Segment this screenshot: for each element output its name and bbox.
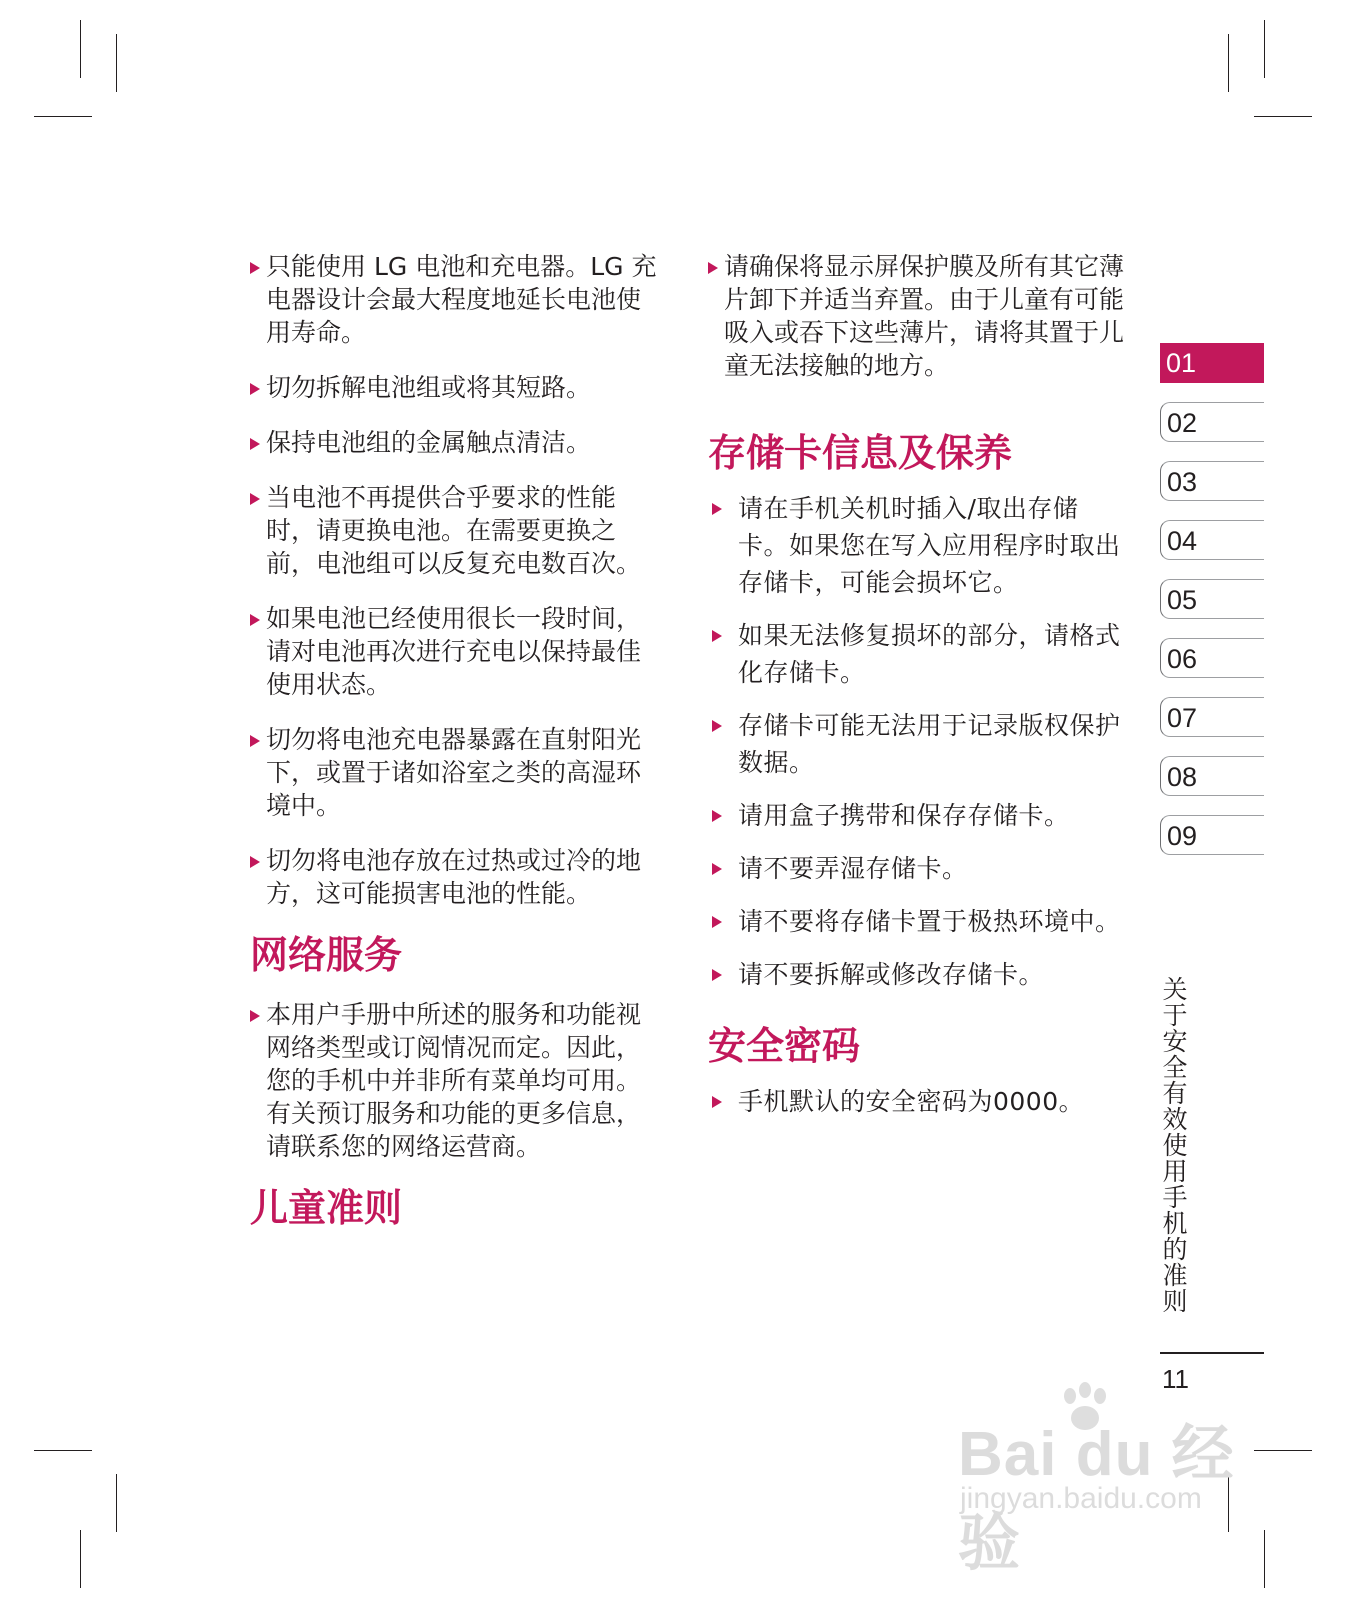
crop-mark <box>80 20 81 78</box>
memory-card-bullet <box>708 903 1128 940</box>
bullet-arrow-icon <box>250 262 260 274</box>
chapter-tab-07[interactable]: 07 <box>1160 697 1264 737</box>
battery-bullet <box>250 723 660 822</box>
crop-mark <box>1228 34 1229 92</box>
memory-card-heading: 存储卡信息及保养 <box>708 431 1013 475</box>
bullet-text: 请在手机关机时插入/取出存储卡。如果您在写入应用程序时取出存储卡，可能会损坏它。 <box>738 494 1121 597</box>
memory-card-bullet <box>708 956 1128 993</box>
memory-card-bullet <box>708 797 1128 834</box>
security-code-heading: 安全密码 <box>708 1024 861 1068</box>
battery-bullet <box>250 371 660 404</box>
bullet-text: 请用盒子携带和保存存储卡。 <box>738 801 1070 830</box>
bullet-text: 手机默认的安全密码为0000。 <box>738 1087 1085 1116</box>
chapter-tabs <box>1160 343 1264 874</box>
network-bullet <box>250 998 660 1163</box>
bullet-text: 请不要拆解或修改存储卡。 <box>738 960 1045 989</box>
bullet-arrow-icon <box>708 262 718 274</box>
crop-mark <box>1254 1450 1312 1451</box>
memory-card-bullet <box>708 707 1128 781</box>
security-code-bullet <box>708 1083 1128 1120</box>
crop-mark <box>34 1450 92 1451</box>
chapter-tab-04[interactable]: 04 <box>1160 520 1264 560</box>
chapter-tab-01[interactable]: 01 <box>1160 343 1264 383</box>
memory-card-bullet <box>708 490 1128 601</box>
crop-mark <box>1254 116 1312 117</box>
bullet-arrow-icon <box>250 856 260 868</box>
bullet-text: 如果无法修复损坏的部分，请格式化存储卡。 <box>738 621 1121 687</box>
bullet-arrow-icon <box>712 630 722 642</box>
bullet-arrow-icon <box>712 720 722 732</box>
page-number-rule <box>1160 1352 1264 1354</box>
chapter-tab-09[interactable]: 09 <box>1160 815 1264 855</box>
chapter-tab-02[interactable]: 02 <box>1160 402 1264 442</box>
bullet-text: 当电池不再提供合乎要求的性能时，请更换电池。在需要更换之前，电池组可以反复充电数百次。 <box>266 483 642 578</box>
crop-mark <box>34 116 92 117</box>
crop-mark <box>1264 20 1265 78</box>
chapter-tab-05[interactable]: 05 <box>1160 579 1264 619</box>
bullet-text: 保持电池组的金属触点清洁。 <box>266 428 592 457</box>
crop-mark <box>116 1474 117 1532</box>
watermark <box>958 1382 1258 1578</box>
bullet-text: 本用户手册中所述的服务和功能视网络类型或订阅情况而定。因此，您的手机中并非所有菜单均可用。有关预订服务和功能的更多信息，请联系您的网络运营商。 <box>266 1000 642 1161</box>
bullet-text: 如果电池已经使用很长一段时间，请对电池再次进行充电以保持最佳使用状态。 <box>266 604 642 699</box>
chapter-tab-03[interactable]: 03 <box>1160 461 1264 501</box>
watermark-url: jingyan.baidu.com <box>960 1482 1202 1515</box>
bullet-arrow-icon <box>250 614 260 626</box>
bullet-arrow-icon <box>250 493 260 505</box>
page-number: 11 <box>1162 1364 1189 1394</box>
bullet-text: 只能使用 LG 电池和充电器。LG 充电器设计会最大程度地延长电池使用寿命。 <box>266 252 657 347</box>
bullet-arrow-icon <box>712 503 722 515</box>
bullet-text: 切勿将电池充电器暴露在直射阳光下，或置于诸如浴室之类的高湿环境中。 <box>266 725 642 820</box>
bullet-arrow-icon <box>712 810 722 822</box>
bullet-text: 请不要弄湿存储卡。 <box>738 854 968 883</box>
memory-card-bullet <box>708 617 1128 691</box>
memory-card-bullet <box>708 850 1128 887</box>
chapter-tab-06[interactable]: 06 <box>1160 638 1264 678</box>
left-column <box>250 250 660 1251</box>
bullet-arrow-icon <box>712 863 722 875</box>
chapter-tab-08[interactable]: 08 <box>1160 756 1264 796</box>
network-heading: 网络服务 <box>250 933 403 977</box>
bullet-arrow-icon <box>250 1010 260 1022</box>
crop-mark <box>116 34 117 92</box>
bullet-text: 存储卡可能无法用于记录版权保护数据。 <box>738 711 1121 777</box>
battery-bullet <box>250 844 660 910</box>
bullet-text: 请不要将存储卡置于极热环境中。 <box>738 907 1121 936</box>
battery-bullet <box>250 602 660 701</box>
bullet-arrow-icon <box>250 735 260 747</box>
right-column <box>708 250 1128 1136</box>
bullet-arrow-icon <box>712 916 722 928</box>
children-heading: 儿童准则 <box>250 1186 403 1230</box>
bullet-text: 请确保将显示屏保护膜及所有其它薄片卸下并适当弃置。由于儿童有可能吸入或吞下这些薄片，请将其置于儿童无法接触的地方。 <box>724 252 1125 380</box>
bullet-arrow-icon <box>712 969 722 981</box>
children-bullet <box>708 250 1128 382</box>
bullet-arrow-icon <box>250 438 260 450</box>
crop-mark <box>1264 1530 1265 1588</box>
bullet-arrow-icon <box>250 383 260 395</box>
bullet-text: 切勿拆解电池组或将其短路。 <box>266 373 592 402</box>
crop-mark <box>80 1530 81 1588</box>
bullet-arrow-icon <box>712 1096 722 1108</box>
battery-bullet <box>250 481 660 580</box>
watermark-brand: Bai du 经验 <box>958 1420 1235 1578</box>
section-title: 关于安全有效使用手机的准则 <box>1159 976 1188 1314</box>
battery-bullet <box>250 426 660 459</box>
battery-bullet <box>250 250 660 349</box>
bullet-text: 切勿将电池存放在过热或过冷的地方，这可能损害电池的性能。 <box>266 846 642 908</box>
